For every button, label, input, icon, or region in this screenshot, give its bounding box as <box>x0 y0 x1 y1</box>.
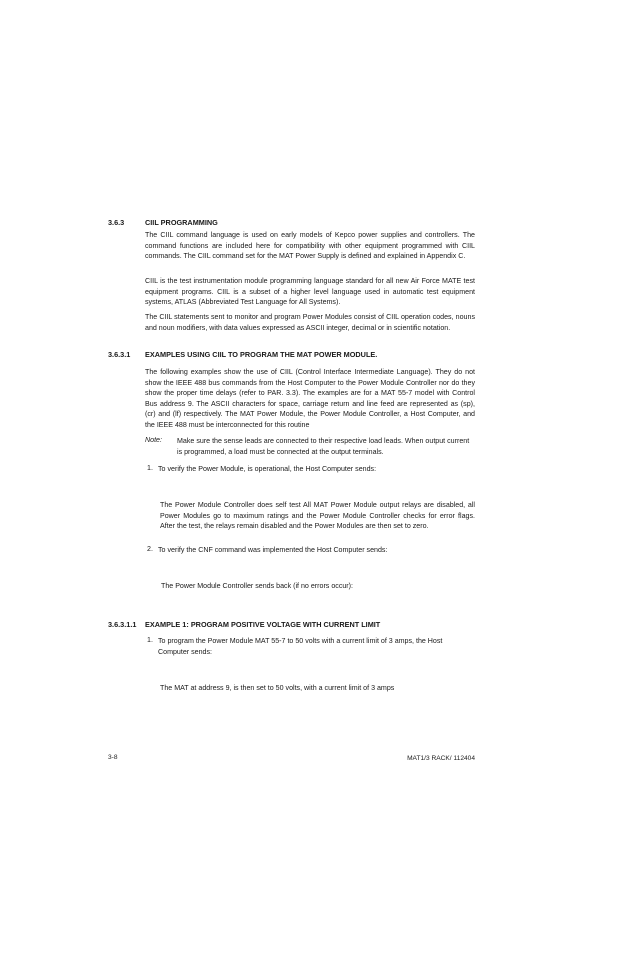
paragraph: The CIIL statements sent to monitor and program Power Modules consist of CIIL operation codes, nouns and noun modifiers, with data values expressed as ASCII integer, decimal or in scientific notation. <box>145 313 475 332</box>
paragraph: The following examples show the use of CIIL (Control Interface Intermediate Language). They do not show the IEEE 488 bus commands from the Host Computer to the Power Module Controller nor do they show the proper time delays (refer to PAR. 3.3). The examples are for a MAT 55-7 model with Control Bus address 9. The ASCII characters for space, carriage return and line feed are represented as (sp), (cr) and (lf) respectively. The MAT Power Module, the Power Module Controller, a Host Computer, and the IEEE 488 must be interconnected for this routine <box>145 368 475 429</box>
section-number: 3.6.3 <box>108 218 125 227</box>
list-item-text: To program the Power Module MAT 55-7 to 50 volts with a current limit of 3 amps, the Host Computer sends: <box>158 637 443 656</box>
list-item-number: 1. <box>147 636 153 644</box>
result-paragraph: The MAT at address 9, is then set to 50 volts, with a current limit of 3 amps <box>160 684 395 692</box>
list-item-number: 2. <box>147 545 153 553</box>
list-item-number: 1. <box>147 464 153 472</box>
list-item-text: To verify the Power Module, is operational, the Host Computer sends: <box>158 465 377 473</box>
result-paragraph: The Power Module Controller does self test All MAT Power Module output relays are disabled, all Power Modules go to maximum ratings and the Power Module Controller checks for error flags. After the test, the relays remain disabled and the Power Modules are then set to zero. <box>160 501 475 530</box>
section-number: 3.6.3.1.1 <box>108 620 137 629</box>
section-title: EXAMPLE 1: PROGRAM POSITIVE VOLTAGE WITH CURRENT LIMIT <box>145 620 381 629</box>
section-title: CIIL PROGRAMMING <box>145 218 218 227</box>
paragraph: CIIL is the test instrumentation module programming language standard for all new Air Force MATE test equipment programs. CIIL is a subset of a higher level language used in automatic test equipment systems, ATLAS (Abbreviated Test Language for All Systems). <box>145 277 475 306</box>
section-number: 3.6.3.1 <box>108 350 131 359</box>
note-label: Note: <box>145 436 162 444</box>
list-item-text: To verify the CNF command was implemented the Host Computer sends: <box>158 546 388 554</box>
document-id: MAT1/3 RACK/ 112404 <box>407 755 475 762</box>
note-text: Make sure the sense leads are connected to their respective load leads. When output current is programmed, a load must be connected at the output terminals. <box>177 437 470 456</box>
page-number: 3-8 <box>108 754 118 761</box>
result-paragraph: The Power Module Controller sends back (if no errors occur): <box>161 582 354 590</box>
paragraph: The CIIL command language is used on early models of Kepco power supplies and controllers. The command functions are included here for compatibility with other equipment programmed with CIIL commands. The CIIL command set for the MAT Power Supply is defined and explained in Appendix C. <box>145 231 475 260</box>
section-title: EXAMPLES USING CIIL TO PROGRAM THE MAT POWER MODULE. <box>145 350 378 359</box>
